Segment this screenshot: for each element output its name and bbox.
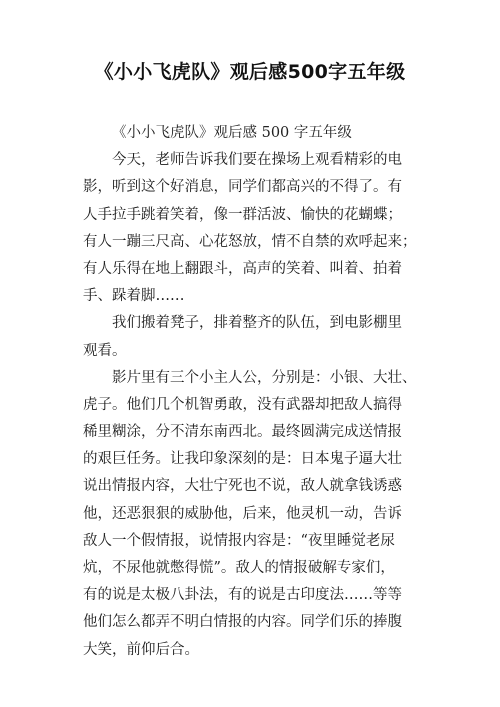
- text-line: 今天，老师告诉我们要在操场上观看精彩的电: [112, 152, 402, 169]
- text-line: 他，还恶狠狠的威胁他，后来，他灵机一动，告诉: [83, 505, 402, 522]
- text-line: 有人乐得在地上翻跟斗，高声的笑着、叫着、拍着: [83, 260, 402, 277]
- text-line: 敌人一个假情报，说情报内容是：“夜里睡觉老尿: [83, 532, 395, 549]
- text-line: 稀里糊涂，分不清东南西北。最终圆满完成送情报: [83, 424, 402, 441]
- text-line: 炕，不尿他就憋得慌”。敌人的情报破解专家们，: [83, 560, 395, 576]
- document-body: [83, 120, 425, 664]
- text-line: 说出情报内容，大壮宁死也不说，敌人就拿钱诱惑: [83, 478, 402, 495]
- text-line: 影，听到这个好消息，同学们都高兴的不得了。有: [83, 179, 402, 196]
- document-subtitle: 《小小飞虎队》观后感 500 字五年级: [112, 125, 352, 141]
- text-line: 有的说是太极八卦法，有的说是古印度法……等等: [83, 587, 402, 604]
- text-line: 我们搬着凳子，排着整齐的队伍，到电影棚里: [112, 315, 402, 332]
- text-line: 的艰巨任务。让我印象深刻的是：日本鬼子逼大壮: [83, 451, 402, 468]
- text-line: 人手拉手跳着笑着，像一群活波、愉快的花蝴蝶；: [83, 206, 402, 223]
- document-title: 《小小飞虎队》观后感500字五年级: [94, 61, 406, 83]
- text-line: 虎子。他们几个机智勇敢，没有武器却把敌人搞得: [83, 396, 402, 413]
- text-line: 他们怎么都弄不明白情报的内容。同学们乐的捧腹: [83, 614, 402, 631]
- text-line: 影片里有三个小主人公，分别是：小银、大壮、: [112, 369, 417, 386]
- text-line: 大笑，前仰后合。: [83, 641, 199, 658]
- text-line: 观看。: [83, 342, 127, 359]
- text-line: 手、跺着脚……: [83, 288, 185, 305]
- text-line: 有人一蹦三尺高、心花怒放，情不自禁的欢呼起来；: [83, 233, 417, 250]
